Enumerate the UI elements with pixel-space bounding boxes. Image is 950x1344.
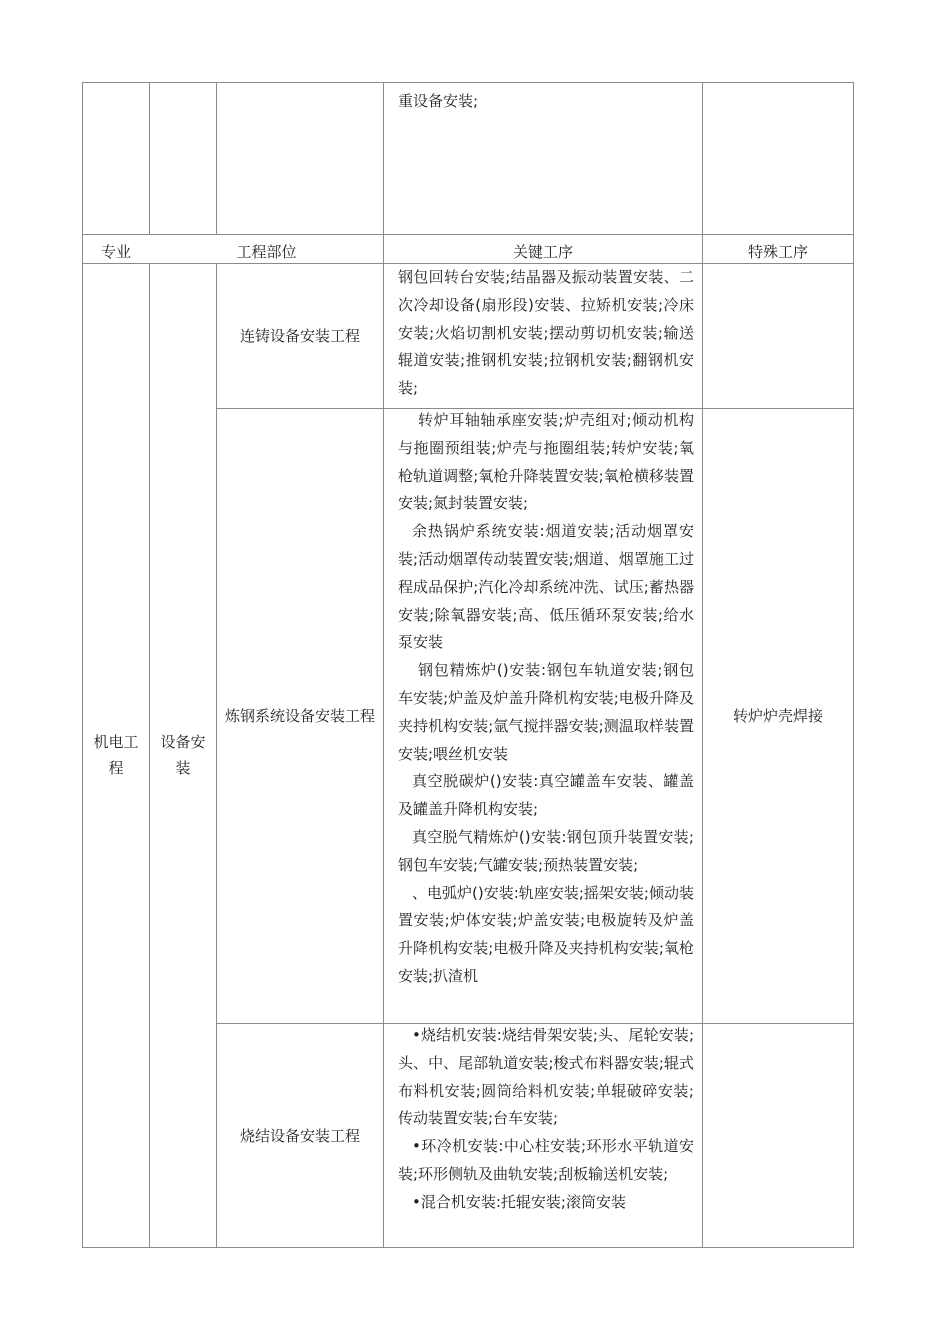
row-2-paragraph-4: 真空脱碳炉()安装:真空罐盖车安装、罐盖及罐盖升降机构安装; (398, 772, 694, 819)
row-2-special-text: 转炉炉壳焊接 (732, 707, 823, 725)
row-3-process (384, 1022, 702, 1257)
row-2-part (217, 409, 383, 1023)
header-part: 工程部位 (236, 243, 297, 261)
top-row-process-text: 重设备安装; (398, 92, 479, 110)
row-2-special (703, 409, 853, 1023)
table-divider-col1 (149, 82, 150, 234)
row-2-paragraph-5: 真空脱气精炼炉()安装:钢包顶升装置安装;钢包车安装;气罐安装;预热装置安装; (398, 827, 694, 874)
row-2-paragraph-2: 余热锅炉系统安装:烟道安装;活动烟罩安装;活动烟罩传动装置安装;烟道、烟罩施工过程成品保护;汽化冷却系统冲洗、试压;蓄热器安装;除氧器安装;高、低压循环泵安装;给水泵安装 (398, 522, 694, 652)
row-3-paragraph-3: •混合机安装:托辊安装;滚筒安装 (412, 1192, 626, 1211)
row-1-paragraph-1: 钢包回转台安装;结晶器及振动装置安装、二次冷却设备(扇形段)安装、拉矫机安装;冷床安装;火焰切割机安装;摆动剪切机安装;输送辊道安装;推钢机安装;拉钢机安装;翻钢机安装; (398, 268, 694, 398)
group-specialty-text: 机电工程 (93, 733, 139, 777)
table-border-top (82, 82, 854, 83)
row-2-paragraph-3: 钢包精炼炉()安装:钢包车轨道安装;钢包车安装;炉盖及炉盖升降机构安装;电极升降及夹持机构安装;氩气搅拌器安装;测温取样装置安装;喂丝机安装 (398, 661, 694, 763)
row-3-paragraph-1: •烧结机安装:烧结骨架安装;头、尾轮安装;头、中、尾部轨道安装;梭式布料器安装;辊式布料机安装;圆筒给料机安装;单辊破碎安装;传动装置安装;台车安装; (398, 1026, 694, 1128)
row-3-part (217, 1024, 383, 1247)
row-1-part-text: 连铸设备安装工程 (239, 327, 360, 345)
row-3-part-text: 烧结设备安装工程 (239, 1126, 360, 1145)
header-special-process: 特殊工序 (747, 243, 808, 261)
header-specialty: 专业 (100, 243, 131, 261)
top-row-process-cell (384, 88, 702, 234)
row-2-part-text: 炼钢系统设备安装工程 (224, 707, 375, 725)
row-2-process (384, 407, 702, 1023)
header-key-process: 关键工序 (512, 243, 573, 261)
row-2-paragraph-6: 、电弧炉()安装:轨座安装;摇架安装;倾动装置安装;炉体安装;炉盖安装;电极旋转及炉盖升降机构安装;电极升降及夹持机构安装;氧枪安装;扒渣机 (398, 883, 694, 985)
group-category-text: 设备安装 (160, 733, 206, 777)
table-border-right (853, 82, 854, 1248)
row-1-part (217, 264, 383, 408)
header-top-line (82, 234, 854, 235)
group-specialty (83, 700, 149, 810)
row-1-process (384, 264, 702, 408)
table-divider-col2 (216, 82, 217, 234)
group-category (150, 700, 216, 810)
row-3-paragraph-2: •环冷机安装:中心柱安装;环形水平轨道安装;环形侧轨及曲轨安装;刮板输送机安装; (398, 1137, 694, 1183)
row-2-paragraph-1: 转炉耳轴轴承座安装;炉壳组对;倾动机构与拖圈预组装;炉壳与拖圈组装;转炉安装;氧枪轨道调整;氧枪升降装置安装;氧枪横移装置安装;氮封装置安装; (398, 411, 694, 513)
